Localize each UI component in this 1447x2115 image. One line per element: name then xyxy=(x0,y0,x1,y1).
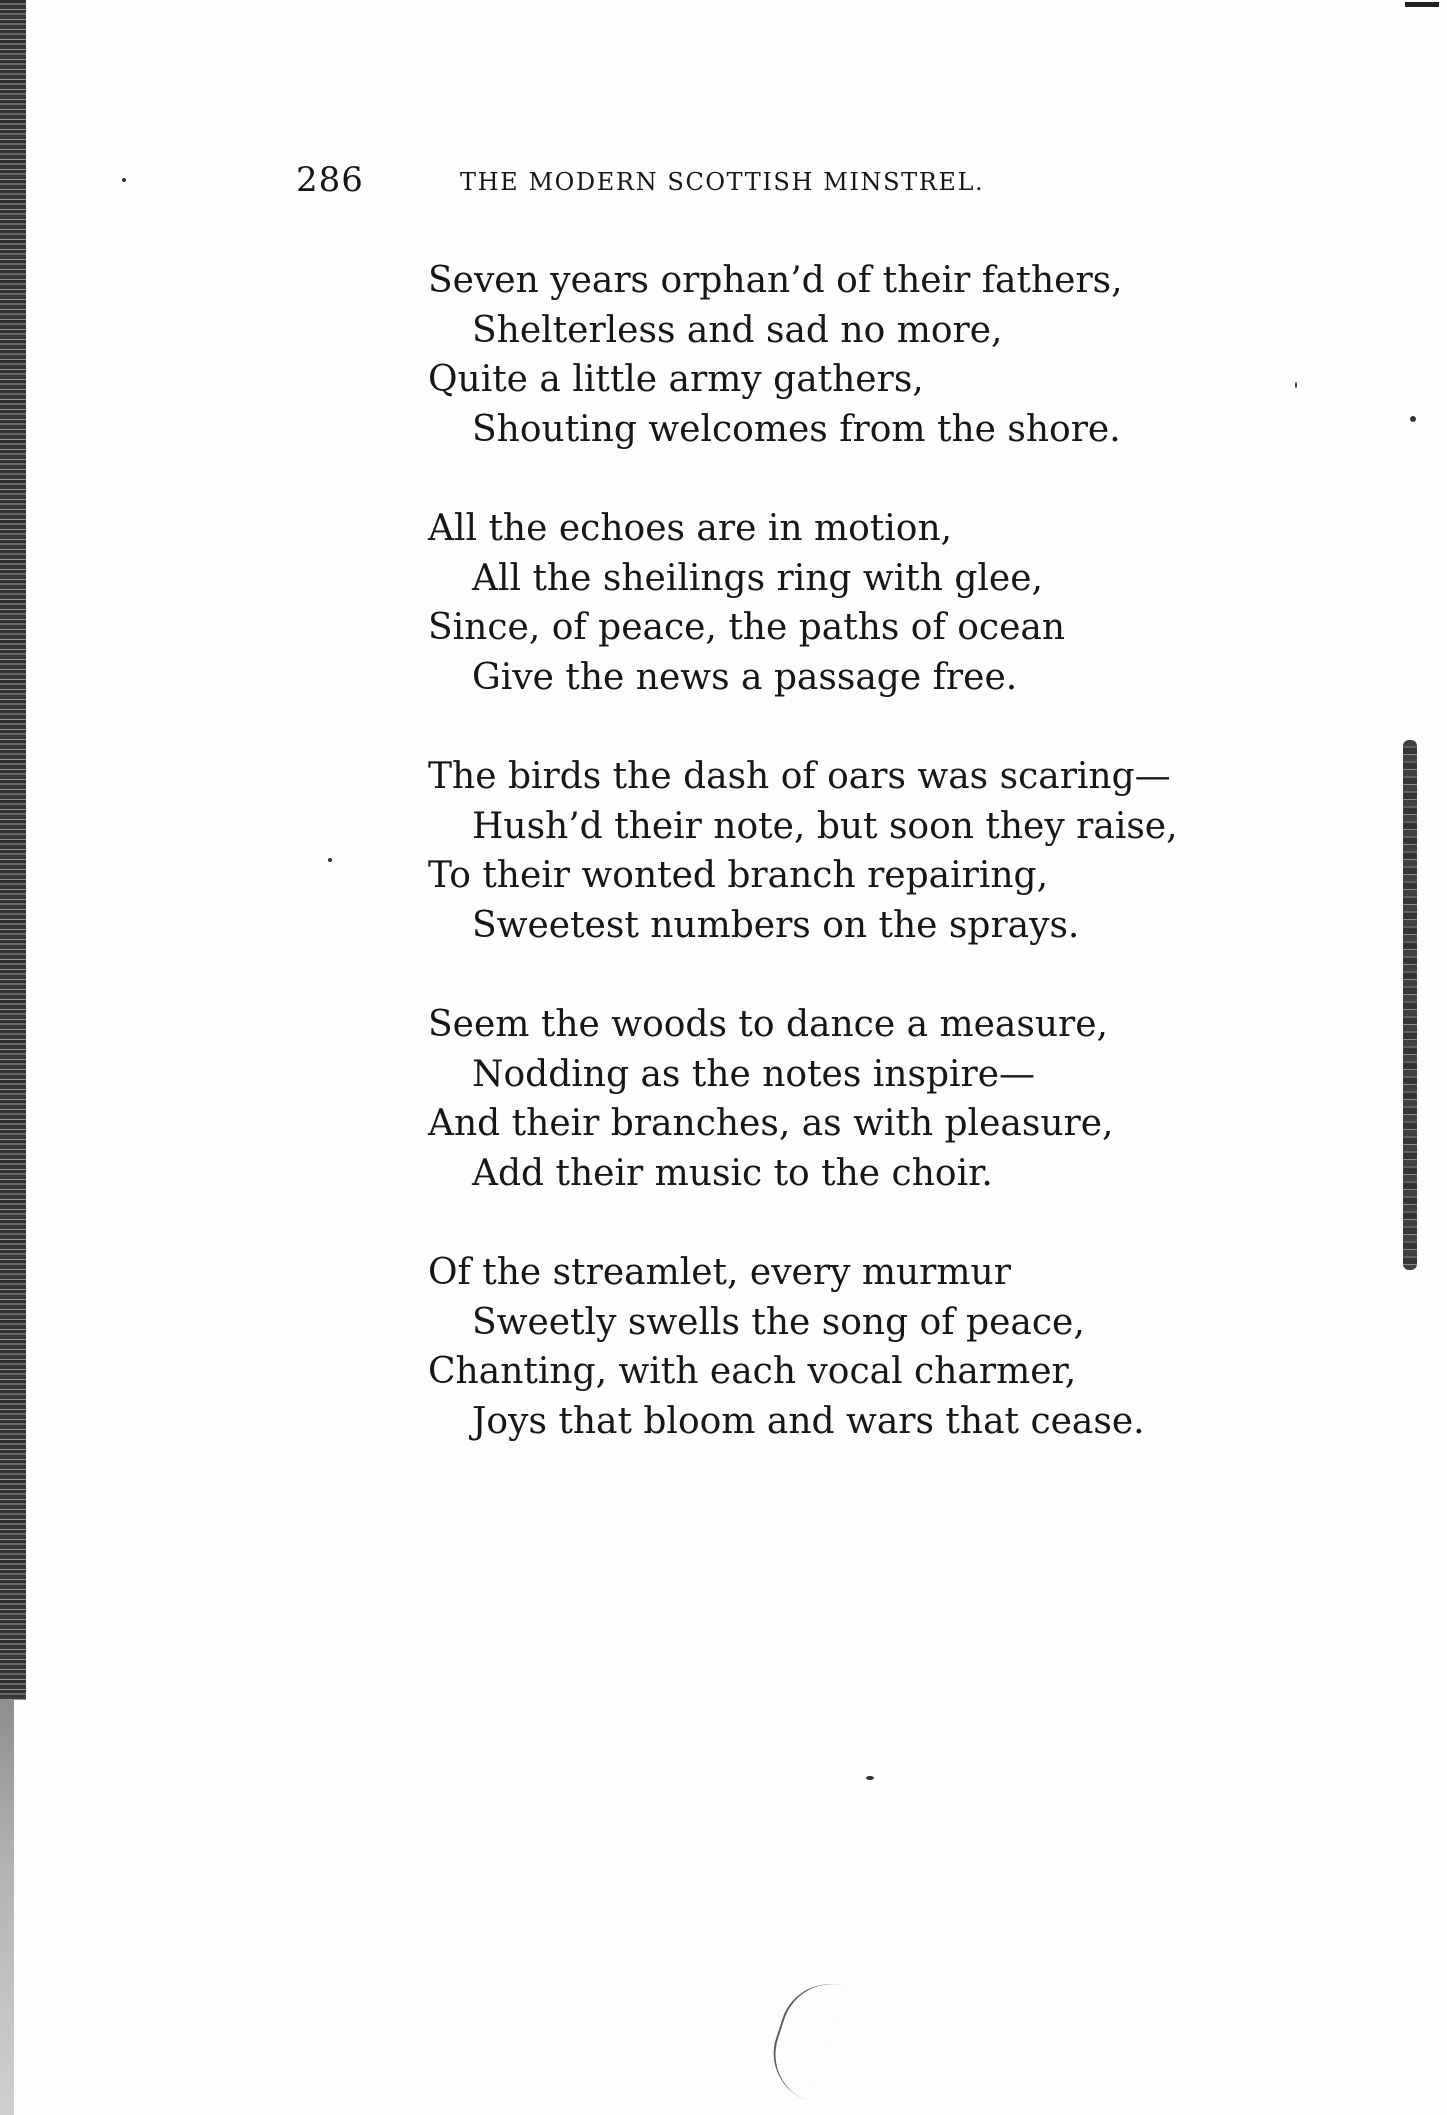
stanza xyxy=(428,752,1188,950)
running-title: THE MODERN SCOTTISH MINSTREL. xyxy=(460,168,985,196)
scan-speck xyxy=(1410,416,1416,422)
poem-line: Seem the woods to dance a measure, xyxy=(428,1004,1108,1045)
stanza xyxy=(428,1248,1188,1446)
poem-line: Sweetly swells the song of peace, xyxy=(472,1301,1085,1343)
poem-line: Add their music to the choir. xyxy=(472,1152,993,1194)
scan-speck xyxy=(866,1776,874,1780)
scan-speck xyxy=(122,178,126,182)
page-header xyxy=(296,158,1136,206)
poem-line: Shelterless and sad no more, xyxy=(472,309,1003,351)
poem-line: All the echoes are in motion, xyxy=(428,508,953,549)
poem-line: Of the streamlet, every murmur xyxy=(428,1252,1011,1293)
poem-line: Nodding as the notes inspire— xyxy=(472,1053,1036,1095)
poem-line: All the sheilings ring with glee, xyxy=(472,557,1043,599)
stanza xyxy=(428,1000,1188,1198)
poem-line: Since, of peace, the paths of ocean xyxy=(428,607,1066,648)
poem-line: Joys that bloom and wars that cease. xyxy=(472,1400,1145,1442)
poem-line: The birds the dash of oars was scaring— xyxy=(428,756,1171,797)
page-number: 286 xyxy=(296,160,364,200)
poem-line: Shouting welcomes from the shore. xyxy=(472,408,1121,450)
poem-line: Hush’d their note, but soon they raise, xyxy=(472,805,1178,847)
poem-line: And their branches, as with pleasure, xyxy=(428,1103,1114,1144)
scan-speck xyxy=(1295,382,1297,388)
stanza xyxy=(428,504,1188,702)
poem-line: Chanting, with each vocal charmer, xyxy=(428,1351,1077,1392)
stanza xyxy=(428,256,1188,454)
poem-line: Seven years orphan’d of their fathers, xyxy=(428,260,1123,301)
scan-corner-mark xyxy=(1405,2,1439,7)
scan-pen-mark xyxy=(761,1971,846,2101)
poem-line: Give the news a passage free. xyxy=(472,656,1018,698)
book-binding-edge-lower xyxy=(0,1700,14,2115)
poem-line: To their wonted branch repairing, xyxy=(428,855,1049,896)
poem xyxy=(428,256,1188,1496)
poem-line: Quite a little army gathers, xyxy=(428,359,924,400)
scan-speck xyxy=(328,858,332,862)
poem-line: Sweetest numbers on the sprays. xyxy=(472,904,1080,946)
page-edge-shadow xyxy=(1403,740,1417,1270)
book-binding-edge xyxy=(0,0,26,1700)
